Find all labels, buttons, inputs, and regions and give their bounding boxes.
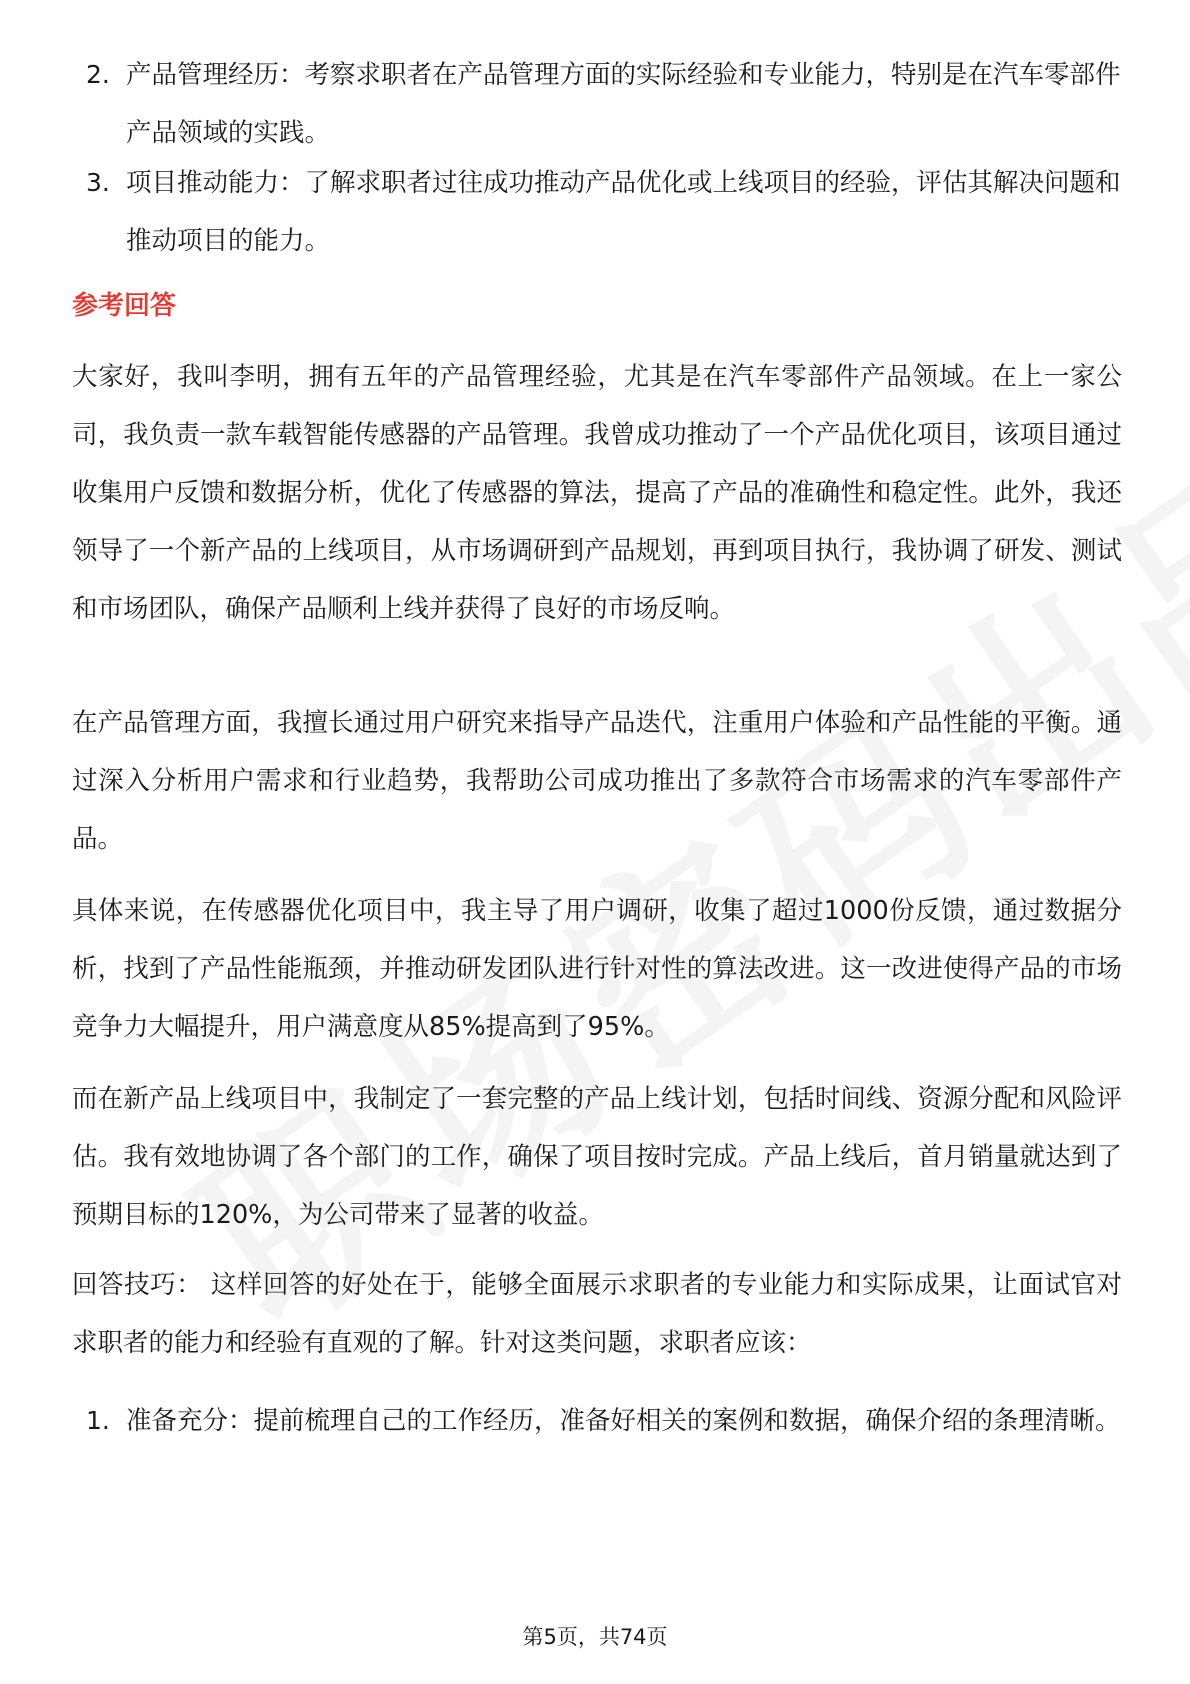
list-item [0,154,1190,270]
answer-paragraph: 而在新产品上线项目中，我制定了一套完整的产品上线计划，包括时间线、资源分配和风险评估。我有效地协调了各个部门的工作，确保了项目按时完成。产品上线后，首月销量就达到了预期目标的120%，为公司带来了显著的收益。 [72,1084,1122,1230]
answer-paragraph: 具体来说，在传感器优化项目中，我主导了用户调研，收集了超过1000份反馈，通过数据分析，找到了产品性能瓶颈，并推动研发团队进行针对性的算法改进。这一改进使得产品的市场竞争力大幅提升，用户满意度从85%提高到了95%。 [72,896,1122,1042]
tips-paragraph: 回答技巧： 这样回答的好处在于，能够全面展示求职者的专业能力和实际成果，让面试官对求职者的能力和经验有直观的了解。针对这类问题，求职者应该： [72,1270,1122,1358]
reference-answer-heading: 参考回答 [72,291,177,321]
answer-paragraph: 在产品管理方面，我擅长通过用户研究来指导产品迭代，注重用户体验和产品性能的平衡。通过深入分析用户需求和行业趋势，我帮助公司成功推出了多款符合市场需求的汽车零部件产品。 [72,708,1122,854]
list-item-number: 2. [86,60,110,89]
list-item [0,46,1190,162]
list-item-text: 准备充分：提前梳理自己的工作经历，准备好相关的案例和数据，确保介绍的条理清晰。 [126,1406,1121,1436]
list-item [0,1392,1190,1508]
list-item-text: 产品管理经历：考察求职者在产品管理方面的实际经验和专业能力，特别是在汽车零部件产品领域的实践。 [126,60,1121,148]
list-item-text: 项目推动能力：了解求职者过往成功推动产品优化或上线项目的经验，评估其解决问题和推动项目的能力。 [126,168,1121,256]
list-item-number: 1. [86,1406,110,1435]
list-item-number: 3. [86,168,110,197]
page-number: 第5页，共74页 [522,1625,668,1649]
answer-paragraph: 大家好，我叫李明，拥有五年的产品管理经验，尤其是在汽车零部件产品领域。在上一家公司，我负责一款车载智能传感器的产品管理。我曾成功推动了一个产品优化项目，该项目通过收集用户反馈和数据分析，优化了传感器的算法，提高了产品的准确性和稳定性。此外，我还领导了一个新产品的上线项目，从市场调研到产品规划，再到项目执行，我协调了研发、测试和市场团队，确保产品顺利上线并获得了良好的市场反响。 [72,362,1122,624]
